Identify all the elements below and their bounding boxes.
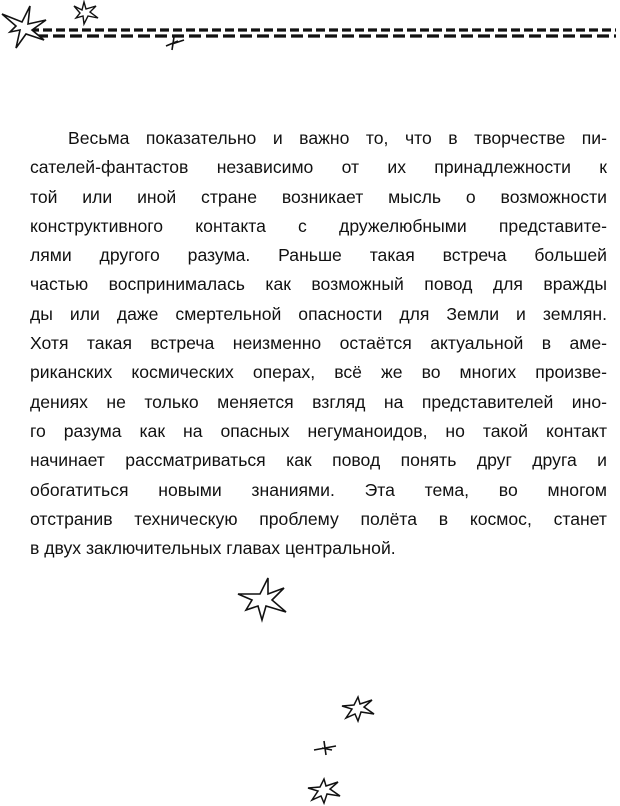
text-line: ды или даже смертельной опасности для Земли и землян. bbox=[30, 303, 607, 324]
text-line: той или иной стране возникает мысль о возможности bbox=[30, 186, 607, 207]
star-burst-icon bbox=[74, 2, 98, 24]
text-line: го разума как на опасных негуманоидов, но такой контакт bbox=[30, 420, 607, 441]
star-burst-icon bbox=[306, 778, 342, 804]
text-line: конструктивного контакта с дружелюбными представите- bbox=[30, 215, 607, 236]
text-line: в двух заключительных главах центральной. bbox=[30, 538, 396, 559]
text-line: отстранив техническую проблему полёта в космос, станет bbox=[30, 508, 607, 529]
star-burst-icon bbox=[340, 696, 376, 722]
star-burst-icon bbox=[2, 6, 46, 48]
text-line: начинает рассматриваться как повод понять друг друга и bbox=[30, 450, 607, 471]
text-line: лями другого разума. Раньше такая встреча большей bbox=[30, 245, 607, 266]
star-burst-icon bbox=[234, 576, 290, 622]
text-line: Весьма показательно и важно то, что в творчестве пи- bbox=[68, 128, 607, 148]
text-line: частью воспринималась как возможный повод для вражды bbox=[30, 274, 607, 295]
star-cross-icon bbox=[166, 37, 184, 50]
text-line: Хотя такая встреча неизменно остаётся актуальной в аме- bbox=[30, 333, 607, 354]
text-line: дениях не только меняется взгляд на представителей ино- bbox=[30, 391, 607, 412]
body-paragraph bbox=[30, 124, 607, 563]
dashed-rule-line bbox=[30, 30, 616, 36]
text-line: сателей-фантастов независимо от их принадлежности к bbox=[30, 157, 607, 178]
text-line: обогатиться новыми знаниями. Эта тема, во многом bbox=[30, 479, 607, 500]
text-line: риканских космических операх, всё же во многих произве- bbox=[30, 362, 607, 383]
star-cross-icon bbox=[312, 738, 340, 758]
header-dashed-rule bbox=[0, 0, 620, 60]
